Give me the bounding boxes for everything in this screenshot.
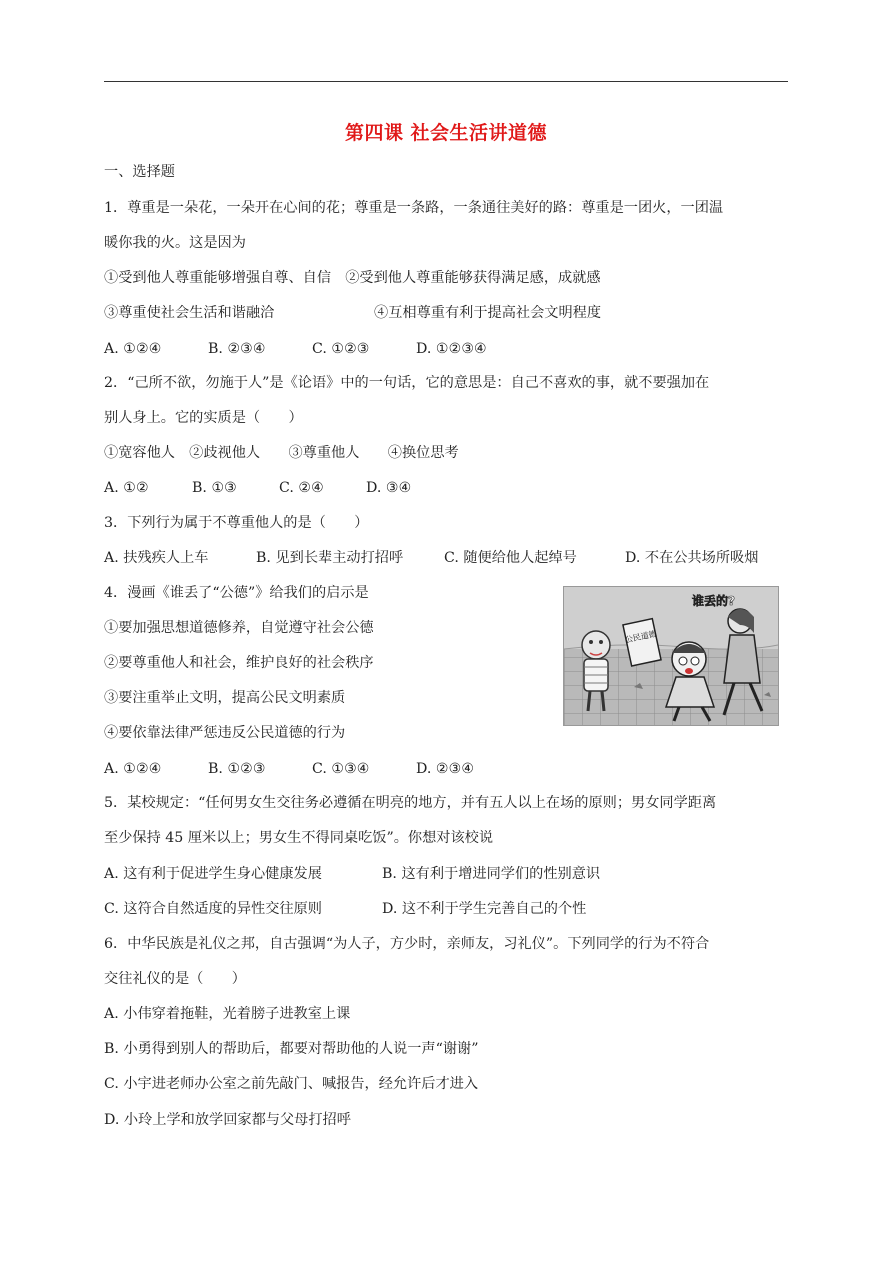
q2-stem-line-2: 别人身上。它的实质是（ ） bbox=[104, 410, 303, 426]
q4-item-3: ③要注重举止文明，提高公民文明素质 bbox=[104, 690, 346, 706]
q1-stem-line-1: 1．尊重是一朵花，一朵开在心间的花；尊重是一条路，一条通往美好的路：尊重是一团火，一团温 bbox=[104, 200, 724, 216]
q5-stem-line-2: 至少保持 45 厘米以上；男女生不得同桌吃饭”。你想对该校说 bbox=[104, 830, 494, 846]
cartoon-illustration bbox=[563, 586, 779, 726]
q2-option-a[interactable]: A. ①② bbox=[104, 480, 149, 496]
page-title: 第四课 社会生活讲道德 bbox=[344, 122, 548, 144]
q4-item-4: ④要依靠法律严惩违反公民道德的行为 bbox=[104, 725, 346, 741]
q4-option-d[interactable]: D. ②③④ bbox=[416, 761, 475, 777]
q3-option-b[interactable]: B. 见到长辈主动打招呼 bbox=[256, 550, 404, 566]
q1-items-line-1: ①受到他人尊重能够增强自尊、自信 ②受到他人尊重能够获得满足感，成就感 bbox=[104, 270, 601, 286]
q2-option-c[interactable]: C. ②④ bbox=[279, 480, 324, 496]
q4-item-2: ②要尊重他人和社会，维护良好的社会秩序 bbox=[104, 655, 374, 671]
q4-options bbox=[104, 759, 474, 779]
q4-stem: 4．漫画《谁丢了“公德”》给我们的启示是 bbox=[104, 585, 369, 601]
q2-stem-line-1: 2．“己所不欲，勿施于人”是《论语》中的一句话，它的意思是：自己不喜欢的事，就不要强加在 bbox=[104, 375, 710, 391]
q1-items-line-2a: ③尊重使社会生活和谐融洽 bbox=[104, 305, 275, 321]
q5-options-row-2 bbox=[104, 899, 586, 919]
q4-option-c[interactable]: C. ①③④ bbox=[312, 761, 370, 777]
q2-option-b[interactable]: B. ①③ bbox=[192, 480, 237, 496]
q1-items-line-2b: ④互相尊重有利于提高社会文明程度 bbox=[374, 305, 602, 321]
q6-option-a[interactable]: A. 小伟穿着拖鞋，光着膀子进教室上课 bbox=[104, 1006, 351, 1022]
q4-item-1: ①要加强思想道德修养，自觉遵守社会公德 bbox=[104, 620, 374, 636]
q3-stem: 3．下列行为属于不尊重他人的是（ ） bbox=[104, 515, 369, 531]
q6-option-c[interactable]: C. 小宇进老师办公室之前先敲门、喊报告，经允许后才进入 bbox=[104, 1076, 479, 1092]
q6-option-d[interactable]: D. 小玲上学和放学回家都与父母打招呼 bbox=[104, 1112, 351, 1128]
q5-stem-line-1: 5．某校规定：“任何男女生交往务必遵循在明亮的地方，并有五人以上在场的原则；男女同学距离 bbox=[104, 795, 717, 811]
q5-option-d[interactable]: D. 这不利于学生完善自己的个性 bbox=[382, 901, 587, 917]
cartoon-caption: 谁丢的? bbox=[692, 594, 735, 608]
q4-option-b[interactable]: B. ①②③ bbox=[208, 761, 266, 777]
q3-option-c[interactable]: C. 随便给他人起绰号 bbox=[444, 550, 577, 566]
q1-option-b[interactable]: B. ②③④ bbox=[208, 341, 266, 357]
q2-items: ①宽容他人 ②歧视他人 ③尊重他人 ④换位思考 bbox=[104, 445, 459, 461]
q1-stem-line-2: 暖你我的火。这是因为 bbox=[104, 235, 246, 251]
q5-option-c[interactable]: C. 这符合自然适度的异性交往原则 bbox=[104, 901, 322, 917]
q4-option-a[interactable]: A. ①②④ bbox=[104, 761, 162, 777]
q1-options bbox=[104, 339, 487, 359]
cartoon-book-label: 公民道德 bbox=[624, 629, 658, 645]
q6-stem-line-1: 6．中华民族是礼仪之邦，自古强调“为人子，方少时，亲师友，习礼仪”。下列同学的行为不符合 bbox=[104, 936, 710, 952]
q5-option-a[interactable]: A. 这有利于促进学生身心健康发展 bbox=[104, 866, 322, 882]
q6-stem-line-2: 交往礼仪的是（ ） bbox=[104, 971, 246, 987]
q3-option-a[interactable]: A. 扶残疾人上车 bbox=[104, 550, 209, 566]
q1-option-d[interactable]: D. ①②③④ bbox=[416, 341, 487, 357]
q1-option-c[interactable]: C. ①②③ bbox=[312, 341, 370, 357]
q2-options bbox=[104, 478, 411, 498]
q1-option-a[interactable]: A. ①②④ bbox=[104, 341, 162, 357]
q2-option-d[interactable]: D. ③④ bbox=[366, 480, 412, 496]
q3-option-d[interactable]: D. 不在公共场所吸烟 bbox=[625, 550, 759, 566]
section-heading: 一、选择题 bbox=[104, 164, 175, 180]
q5-option-b[interactable]: B. 这有利于增进同学们的性别意识 bbox=[382, 866, 601, 882]
q3-options bbox=[104, 548, 758, 568]
header-rule bbox=[104, 81, 788, 82]
q6-option-b[interactable]: B. 小勇得到别人的帮助后，都要对帮助他的人说一声“谢谢” bbox=[104, 1041, 479, 1057]
q5-options-row-1 bbox=[104, 864, 600, 884]
